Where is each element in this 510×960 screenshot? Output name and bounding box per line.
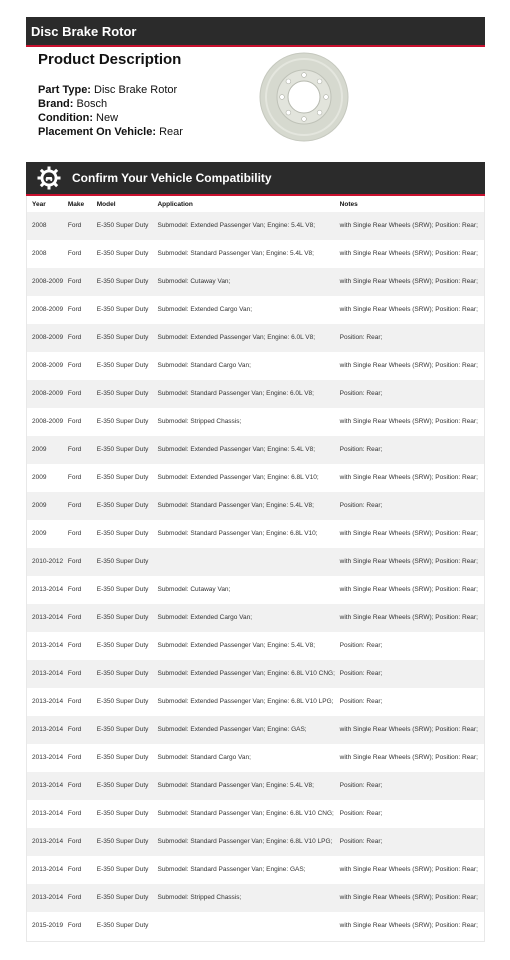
cell-notes: with Single Rear Wheels (SRW); Position: Rear; — [339, 306, 478, 313]
cell-notes: with Single Rear Wheels (SRW); Position: Rear; — [339, 362, 478, 369]
cell-year: 2008-2009 — [32, 334, 64, 341]
cell-notes: Position: Rear; — [339, 390, 383, 397]
cell-year: 2009 — [32, 474, 47, 481]
cell-model: E-350 Super Duty — [96, 670, 149, 677]
cell-notes: Position: Rear; — [339, 810, 383, 817]
cell-year: 2013-2014 — [32, 586, 64, 593]
cell-application: Submodel: Extended Passenger Van; Engine: 5.4L V8; — [157, 642, 316, 649]
table-row — [27, 352, 484, 380]
cell-notes: with Single Rear Wheels (SRW); Position: Rear; — [339, 726, 478, 733]
cell-model: E-350 Super Duty — [96, 698, 149, 705]
cell-model: E-350 Super Duty — [96, 922, 149, 929]
compatibility-header — [26, 162, 485, 196]
cell-notes: Position: Rear; — [339, 670, 383, 677]
cell-application: Submodel: Extended Passenger Van; Engine: 5.4L V8; — [157, 446, 316, 453]
cell-make: Ford — [67, 922, 82, 929]
table-row — [27, 268, 484, 296]
column-header-notes: Notes — [339, 200, 358, 208]
cell-notes: with Single Rear Wheels (SRW); Position: Rear; — [339, 586, 478, 593]
brand-label: Brand: — [38, 98, 74, 110]
cell-notes: with Single Rear Wheels (SRW); Position: Rear; — [339, 474, 478, 481]
table-row — [27, 408, 484, 436]
cell-model: E-350 Super Duty — [96, 418, 149, 425]
cell-make: Ford — [67, 838, 82, 845]
cell-model: E-350 Super Duty — [96, 642, 149, 649]
table-row — [27, 912, 484, 940]
cell-make: Ford — [67, 306, 82, 313]
cell-model: E-350 Super Duty — [96, 866, 149, 873]
cell-model: E-350 Super Duty — [96, 586, 149, 593]
cell-make: Ford — [67, 586, 82, 593]
cell-make: Ford — [67, 474, 82, 481]
cell-application: Submodel: Extended Passenger Van; Engine: 6.0L V8; — [157, 334, 316, 341]
cell-make: Ford — [67, 642, 82, 649]
cell-make: Ford — [67, 250, 82, 257]
cell-year: 2009 — [32, 446, 47, 453]
cell-application: Submodel: Standard Passenger Van; Engine: 6.8L V10; — [157, 530, 318, 537]
table-row — [27, 744, 484, 772]
column-header-model: Model — [96, 200, 116, 208]
table-row — [27, 296, 484, 324]
gear-car-icon — [37, 166, 61, 190]
cell-year: 2013-2014 — [32, 726, 64, 733]
cell-year: 2013-2014 — [32, 782, 64, 789]
table-body — [27, 212, 484, 940]
cell-model: E-350 Super Duty — [96, 306, 149, 313]
cell-year: 2013-2014 — [32, 754, 64, 761]
table-row — [27, 660, 484, 688]
cell-make: Ford — [67, 726, 82, 733]
cell-make: Ford — [67, 502, 82, 509]
table-row — [27, 324, 484, 352]
cell-notes: with Single Rear Wheels (SRW); Position: Rear; — [339, 614, 478, 621]
cell-application: Submodel: Standard Cargo Van; — [157, 362, 251, 369]
cell-year: 2015-2019 — [32, 922, 64, 929]
cell-application: Submodel: Standard Passenger Van; Engine: 6.8L V10 CNG; — [157, 810, 334, 817]
cell-make: Ford — [67, 894, 82, 901]
cell-application: Submodel: Standard Cargo Van; — [157, 754, 251, 761]
cell-year: 2008 — [32, 250, 47, 257]
compatibility-table — [26, 196, 485, 942]
cell-make: Ford — [67, 222, 82, 229]
cell-application: Submodel: Extended Cargo Van; — [157, 614, 253, 621]
cell-model: E-350 Super Duty — [96, 250, 149, 257]
cell-notes: with Single Rear Wheels (SRW); Position: Rear; — [339, 866, 478, 873]
brand-value: Bosch — [76, 98, 108, 110]
cell-make: Ford — [67, 810, 82, 817]
brake-rotor-icon — [259, 52, 349, 142]
cell-notes: with Single Rear Wheels (SRW); Position: Rear; — [339, 754, 478, 761]
table-row — [27, 492, 484, 520]
cell-year: 2010-2012 — [32, 558, 64, 565]
cell-application: Submodel: Extended Passenger Van; Engine: 5.4L V8; — [157, 222, 316, 229]
cell-model: E-350 Super Duty — [96, 838, 149, 845]
table-row — [27, 380, 484, 408]
condition-row — [38, 111, 268, 125]
cell-application: Submodel: Extended Passenger Van; Engine: GAS; — [157, 726, 307, 733]
column-header-year: Year — [32, 200, 46, 208]
table-row — [27, 716, 484, 744]
cell-notes: with Single Rear Wheels (SRW); Position: Rear; — [339, 558, 478, 565]
table-row — [27, 884, 484, 912]
description-heading: Product Description — [38, 51, 182, 68]
part-type-value: Disc Brake Rotor — [94, 84, 178, 96]
cell-application: Submodel: Stripped Chassis; — [157, 418, 242, 425]
cell-year: 2013-2014 — [32, 838, 64, 845]
cell-model: E-350 Super Duty — [96, 754, 149, 761]
cell-notes: Position: Rear; — [339, 782, 383, 789]
cell-application: Submodel: Standard Passenger Van; Engine: 6.8L V10 LPG; — [157, 838, 333, 845]
cell-notes: Position: Rear; — [339, 334, 383, 341]
cell-application: Submodel: Stripped Chassis; — [157, 894, 242, 901]
cell-make: Ford — [67, 754, 82, 761]
table-row — [27, 632, 484, 660]
cell-application: Submodel: Standard Passenger Van; Engine: GAS; — [157, 866, 306, 873]
cell-application: Submodel: Standard Passenger Van; Engine: 5.4L V8; — [157, 250, 314, 257]
cell-model: E-350 Super Duty — [96, 334, 149, 341]
table-row — [27, 688, 484, 716]
table-row — [27, 604, 484, 632]
cell-application: Submodel: Extended Passenger Van; Engine: 6.8L V10 CNG; — [157, 670, 335, 677]
cell-notes: with Single Rear Wheels (SRW); Position: Rear; — [339, 922, 478, 929]
cell-model: E-350 Super Duty — [96, 446, 149, 453]
cell-notes: with Single Rear Wheels (SRW); Position: Rear; — [339, 894, 478, 901]
cell-model: E-350 Super Duty — [96, 278, 149, 285]
placement-value: Rear — [159, 126, 183, 138]
cell-make: Ford — [67, 782, 82, 789]
cell-year: 2013-2014 — [32, 894, 64, 901]
cell-year: 2008-2009 — [32, 278, 64, 285]
cell-notes: Position: Rear; — [339, 502, 383, 509]
cell-make: Ford — [67, 530, 82, 537]
cell-application: Submodel: Standard Passenger Van; Engine: 6.0L V8; — [157, 390, 314, 397]
table-header — [27, 196, 484, 212]
cell-model: E-350 Super Duty — [96, 810, 149, 817]
cell-application: Submodel: Cutaway Van; — [157, 586, 231, 593]
cell-year: 2013-2014 — [32, 698, 64, 705]
table-row — [27, 212, 484, 240]
condition-label: Condition: — [38, 112, 93, 124]
table-row — [27, 548, 484, 576]
cell-notes: with Single Rear Wheels (SRW); Position: Rear; — [339, 530, 478, 537]
cell-make: Ford — [67, 558, 82, 565]
cell-notes: Position: Rear; — [339, 838, 383, 845]
product-description — [38, 51, 268, 139]
cell-year: 2008-2009 — [32, 362, 64, 369]
cell-notes: Position: Rear; — [339, 642, 383, 649]
cell-make: Ford — [67, 866, 82, 873]
cell-make: Ford — [67, 362, 82, 369]
cell-application: Submodel: Extended Cargo Van; — [157, 306, 253, 313]
cell-model: E-350 Super Duty — [96, 222, 149, 229]
column-header-application: Application — [157, 200, 193, 208]
column-header-make: Make — [67, 200, 85, 208]
cell-notes: Position: Rear; — [339, 446, 383, 453]
product-title: Disc Brake Rotor — [31, 23, 137, 39]
cell-model: E-350 Super Duty — [96, 502, 149, 509]
table-row — [27, 800, 484, 828]
cell-year: 2013-2014 — [32, 614, 64, 621]
cell-notes: with Single Rear Wheels (SRW); Position: Rear; — [339, 250, 478, 257]
table-row — [27, 464, 484, 492]
cell-application: Submodel: Standard Passenger Van; Engine: 5.4L V8; — [157, 782, 314, 789]
part-type-label: Part Type: — [38, 84, 91, 96]
cell-year: 2009 — [32, 502, 47, 509]
cell-model: E-350 Super Duty — [96, 782, 149, 789]
table-row — [27, 856, 484, 884]
cell-model: E-350 Super Duty — [96, 530, 149, 537]
cell-make: Ford — [67, 446, 82, 453]
cell-notes: Position: Rear; — [339, 698, 383, 705]
cell-year: 2008-2009 — [32, 390, 64, 397]
cell-model: E-350 Super Duty — [96, 558, 149, 565]
cell-make: Ford — [67, 614, 82, 621]
title-bar — [26, 17, 485, 47]
cell-make: Ford — [67, 390, 82, 397]
cell-application: Submodel: Extended Passenger Van; Engine: 6.8L V10; — [157, 474, 319, 481]
table-row — [27, 520, 484, 548]
cell-make: Ford — [67, 418, 82, 425]
cell-model: E-350 Super Duty — [96, 894, 149, 901]
table-row — [27, 436, 484, 464]
cell-year: 2013-2014 — [32, 670, 64, 677]
cell-make: Ford — [67, 698, 82, 705]
cell-year: 2009 — [32, 530, 47, 537]
cell-year: 2008-2009 — [32, 418, 64, 425]
table-row — [27, 772, 484, 800]
cell-application: Submodel: Cutaway Van; — [157, 278, 231, 285]
cell-make: Ford — [67, 670, 82, 677]
cell-year: 2013-2014 — [32, 866, 64, 873]
table-row — [27, 240, 484, 268]
cell-model: E-350 Super Duty — [96, 390, 149, 397]
cell-notes: with Single Rear Wheels (SRW); Position: Rear; — [339, 418, 478, 425]
placement-label: Placement On Vehicle: — [38, 126, 156, 138]
cell-year: 2008 — [32, 222, 47, 229]
cell-year: 2008-2009 — [32, 306, 64, 313]
brand-row — [38, 97, 268, 111]
cell-application: Submodel: Extended Passenger Van; Engine: 6.8L V10 LPG; — [157, 698, 334, 705]
cell-year: 2013-2014 — [32, 642, 64, 649]
part-type-row — [38, 83, 268, 97]
cell-make: Ford — [67, 334, 82, 341]
cell-notes: with Single Rear Wheels (SRW); Position: Rear; — [339, 222, 478, 229]
placement-row — [38, 125, 268, 139]
cell-notes: with Single Rear Wheels (SRW); Position: Rear; — [339, 278, 478, 285]
condition-value: New — [96, 112, 119, 124]
cell-model: E-350 Super Duty — [96, 362, 149, 369]
compatibility-title: Confirm Your Vehicle Compatibility — [72, 171, 272, 185]
cell-application: Submodel: Standard Passenger Van; Engine: 5.4L V8; — [157, 502, 314, 509]
cell-make: Ford — [67, 278, 82, 285]
cell-model: E-350 Super Duty — [96, 614, 149, 621]
cell-model: E-350 Super Duty — [96, 474, 149, 481]
cell-model: E-350 Super Duty — [96, 726, 149, 733]
table-row — [27, 576, 484, 604]
cell-year: 2013-2014 — [32, 810, 64, 817]
table-row — [27, 828, 484, 856]
